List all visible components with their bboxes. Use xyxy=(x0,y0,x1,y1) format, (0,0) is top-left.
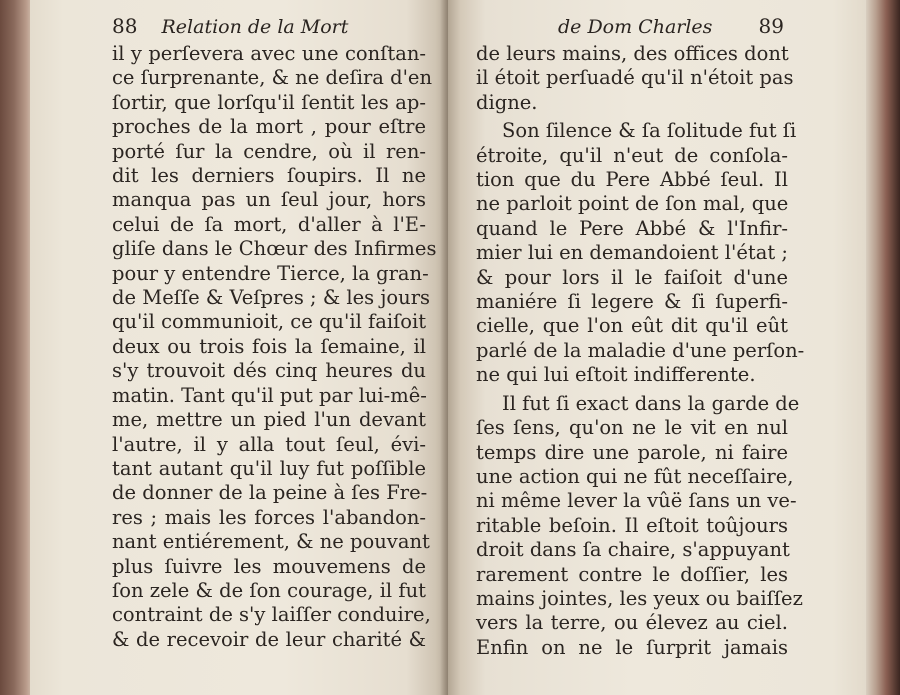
right-page-header xyxy=(558,14,784,38)
right-page-number: 89 xyxy=(758,14,784,38)
text-line: cielle, que l'on eût dit qu'il eût xyxy=(476,314,788,338)
text-line: ſortir, que lorſqu'il ſentit les ap- xyxy=(112,90,426,114)
text-line: de leurs mains, des offices dont xyxy=(476,42,789,65)
text-line: tant autant qu'il luy fut poſſible xyxy=(112,456,426,480)
text-line: plus ſuivre les mouvemens de xyxy=(112,554,426,578)
text-line: de donner de la peine à ſes Fre- xyxy=(112,481,428,505)
text-line: nant entiérement, & ne pouvant xyxy=(112,530,430,554)
text-line: il étoit perſuadé qu'il n'étoit pas xyxy=(476,66,794,90)
right-running-head: de Dom Charles xyxy=(558,16,713,38)
text-line: vers la terre, ou élevez au ciel. xyxy=(476,611,788,635)
text-line: gliſe dans le Chœur des Infirmes xyxy=(112,237,437,261)
right-page xyxy=(448,0,866,695)
left-page-number: 88 xyxy=(112,14,138,38)
text-line: une action qui ne fût neceſſaire, xyxy=(476,464,794,488)
text-line: quand le Pere Abbé & l'Infir- xyxy=(476,216,788,240)
right-page-text xyxy=(476,42,805,660)
text-line: temps dire une parole, ni faire xyxy=(476,440,788,464)
text-line: pour y entendre Tierce, la gran- xyxy=(112,261,429,285)
text-line: maniére ſi legere & ſi ſuperfi- xyxy=(476,290,788,314)
text-line: Enfin on ne le ſurprit jamais xyxy=(476,635,788,659)
text-line: Son ſilence & ſa ſolitude fut ſi xyxy=(502,119,797,143)
text-line: ſon zele & de ſon courage, il fut xyxy=(112,578,426,602)
text-line: Il fut ſi exact dans la garde de xyxy=(502,391,800,415)
text-line: l'autre, il y alla tout ſeul, évi- xyxy=(112,432,426,456)
text-line: ſes ſens, qu'on ne le vit en nul xyxy=(476,416,788,440)
text-line: ni même lever la vûë ſans un ve- xyxy=(476,489,797,513)
left-page-text xyxy=(112,42,437,652)
text-line: s'y trouvoit dés cinq heures du xyxy=(112,359,426,383)
text-line: mains jointes, les yeux ou baiſſez xyxy=(476,586,803,610)
text-line: ne qui lui eſtoit indifferente. xyxy=(476,363,756,387)
text-line: digne. xyxy=(476,90,538,114)
text-line: deux ou trois fois la ſemaine, il xyxy=(112,334,426,358)
text-line: ritable beſoin. Il eſtoit toûjours xyxy=(476,513,788,537)
text-line: & pour lors il le faiſoit d'une xyxy=(476,265,788,289)
text-line: porté ſur la cendre, où il ren- xyxy=(112,139,426,163)
left-running-head: Relation de la Mort xyxy=(161,16,349,38)
text-line: étroite, qu'il n'eut de conſola- xyxy=(476,143,788,167)
text-line: dit les derniers ſoupirs. Il ne xyxy=(112,164,426,188)
text-line: celui de ſa mort, d'aller à l'E- xyxy=(112,212,426,236)
left-page-header xyxy=(112,14,348,38)
text-line: tion que du Pere Abbé ſeul. Il xyxy=(476,168,788,192)
text-line: mier lui en demandoient l'état ; xyxy=(476,241,788,265)
text-line: rarement contre le doſſier, les xyxy=(476,562,788,586)
text-line: parlé de la maladie d'une perſon- xyxy=(476,338,805,362)
text-line: & de recevoir de leur charité & xyxy=(112,627,426,651)
text-line: ne parloit point de ſon mal, que xyxy=(476,192,789,216)
text-line: contraint de s'y laiſſer conduire, xyxy=(112,603,431,627)
text-line: de Meſſe & Veſpres ; & les jours xyxy=(112,286,431,310)
text-line: proches de la mort , pour eſtre xyxy=(112,115,426,139)
text-line: me, mettre un pied l'un devant xyxy=(112,408,426,432)
text-line: manqua pas un ſeul jour, hors xyxy=(112,188,426,212)
text-line: qu'il communioit, ce qu'il faiſoit xyxy=(112,310,427,334)
left-page xyxy=(30,0,448,695)
text-line: droit dans ſa chaire, s'appuyant xyxy=(476,538,790,562)
text-line: il y perſevera avec une conſtan- xyxy=(112,42,426,65)
book-cover-edge xyxy=(866,0,900,695)
text-line: res ; mais les forces l'abandon- xyxy=(112,505,426,529)
text-line: ce ſurprenante, & ne deſira d'en xyxy=(112,66,433,90)
text-line: matin. Tant qu'il put par lui-mê- xyxy=(112,383,427,407)
